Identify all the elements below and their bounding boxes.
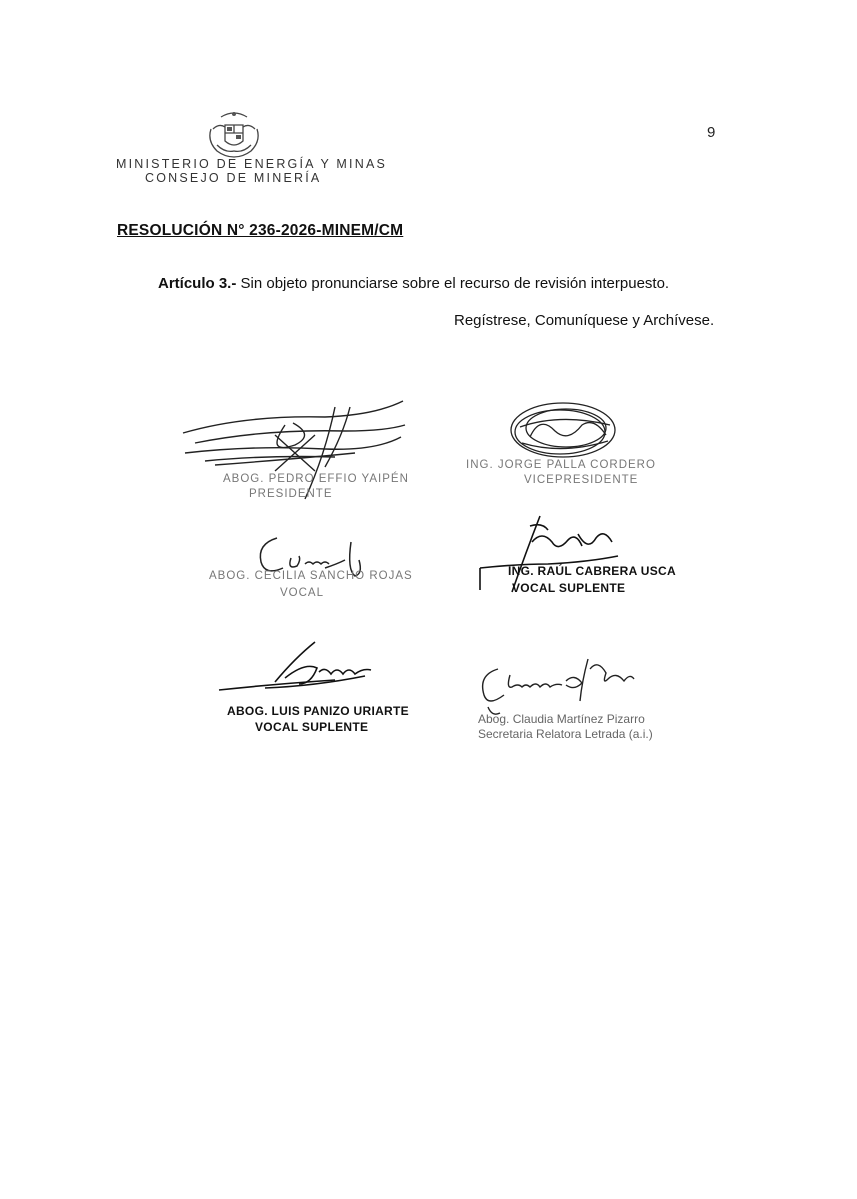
signature-block-vocal-suplente-2 <box>215 638 415 738</box>
signature-block-secretary <box>470 655 700 745</box>
signatory-name: Abog. Claudia Martínez Pizarro <box>478 712 645 726</box>
signatory-name: ABOG. CECILIA SANCHO ROJAS <box>209 570 413 582</box>
signatory-name: ABOG. LUIS PANIZO URIARTE <box>227 704 409 718</box>
signatory-role: VOCAL SUPLENTE <box>255 720 369 734</box>
ministry-name: MINISTERIO DE ENERGÍA Y MINAS <box>116 157 388 171</box>
signatory-role: Secretaria Relatora Letrada (a.i.) <box>478 727 653 741</box>
signature-block-vocal <box>205 530 425 610</box>
article-label: Artículo 3.- <box>158 275 237 292</box>
signatory-role: VOCAL <box>280 587 324 599</box>
signatory-name: ING. JORGE PALLA CORDERO <box>466 459 656 471</box>
article-text: Sin objeto pronunciarse sobre el recurso de revisión interpuesto. <box>236 275 670 292</box>
article-3 <box>158 275 669 292</box>
closing-formula: Regístrese, Comuníquese y Archívese. <box>454 312 715 329</box>
council-name: CONSEJO DE MINERÍA <box>145 171 322 185</box>
signature-block-vicepresident <box>460 395 670 495</box>
signatory-name: ABOG. PEDRO EFFIO YAIPÉN <box>223 473 409 485</box>
resolution-title: RESOLUCIÓN N° 236-2026-MINEM/CM <box>117 222 404 239</box>
page-number: 9 <box>707 124 716 141</box>
signature-block-vocal-suplente-1 <box>478 512 676 602</box>
signatory-name: ING. RAÚL CABRERA USCA <box>508 564 676 578</box>
coat-of-arms-icon <box>203 107 265 161</box>
signature-block-president <box>175 395 415 505</box>
signatory-role: PRESIDENTE <box>249 488 333 500</box>
signatory-role: VOCAL SUPLENTE <box>512 581 626 595</box>
signatory-role: VICEPRESIDENTE <box>524 474 639 486</box>
